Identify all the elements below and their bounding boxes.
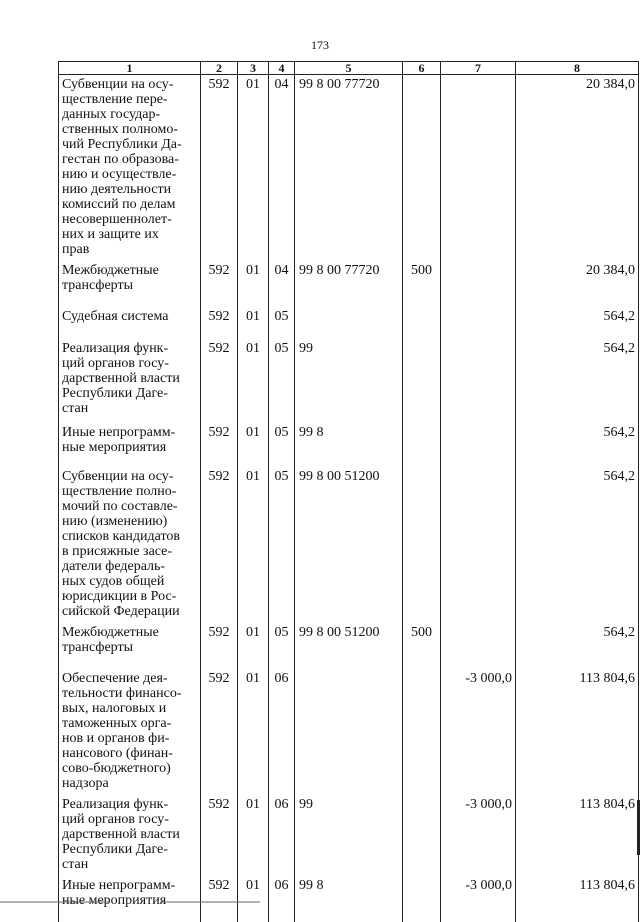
cell-c6: 500 (403, 257, 441, 303)
column-header: 1 (59, 62, 201, 75)
cell-c2: 592 (201, 257, 238, 303)
cell-c3: 01 (238, 257, 269, 303)
cell-c6 (403, 872, 441, 922)
cell-c7 (441, 463, 516, 619)
cell-c7 (441, 303, 516, 335)
cell-c8: 113 804,6 (516, 665, 639, 791)
column-header: 4 (269, 62, 295, 75)
cell-c6 (403, 419, 441, 463)
cell-c2: 592 (201, 665, 238, 791)
row-name: Иные непрограмм- ные мероприятия (59, 419, 201, 463)
cell-c3: 01 (238, 303, 269, 335)
cell-c5: 99 8 00 51200 (295, 619, 403, 665)
cell-c4: 04 (269, 257, 295, 303)
cell-c5: 99 (295, 791, 403, 872)
column-header: 6 (403, 62, 441, 75)
cell-c5: 99 8 00 77720 (295, 257, 403, 303)
cell-c4: 05 (269, 463, 295, 619)
cell-c4: 04 (269, 75, 295, 258)
cell-c2: 592 (201, 463, 238, 619)
column-header: 7 (441, 62, 516, 75)
cell-c4: 05 (269, 303, 295, 335)
cell-c5: 99 8 00 77720 (295, 75, 403, 258)
cell-c7 (441, 419, 516, 463)
cell-c5: 99 8 (295, 872, 403, 922)
cell-c8: 20 384,0 (516, 75, 639, 258)
cell-c4: 06 (269, 665, 295, 791)
column-header: 2 (201, 62, 238, 75)
cell-c6 (403, 665, 441, 791)
cell-c3: 01 (238, 791, 269, 872)
cell-c8: 564,2 (516, 303, 639, 335)
cell-c8: 564,2 (516, 419, 639, 463)
cell-c4: 06 (269, 872, 295, 922)
table-row (59, 303, 639, 335)
cell-c7 (441, 335, 516, 419)
table-row (59, 75, 639, 258)
cell-c3: 01 (238, 419, 269, 463)
cell-c4: 05 (269, 619, 295, 665)
column-header: 8 (516, 62, 639, 75)
cell-c2: 592 (201, 335, 238, 419)
row-name: Реализация функ- ций органов госу- дарственной власти Республики Даге- стан (59, 791, 201, 872)
cell-c6 (403, 75, 441, 258)
cell-c2: 592 (201, 419, 238, 463)
cell-c3: 01 (238, 75, 269, 258)
table-row (59, 335, 639, 419)
table-row (59, 791, 639, 872)
cell-c6: 500 (403, 619, 441, 665)
row-name: Межбюджетные трансферты (59, 619, 201, 665)
cell-c8: 113 804,6 (516, 791, 639, 872)
cell-c2: 592 (201, 872, 238, 922)
table-row (59, 419, 639, 463)
row-name: Субвенции на осу- ществление полно- мочий по составле- нию (изменению) списков кандидатов в присяжные засе- датели федераль- ных судов общей юрисдикции в Рос- сийской Федерации (59, 463, 201, 619)
cell-c8: 113 804,6 (516, 872, 639, 922)
cell-c8: 20 384,0 (516, 257, 639, 303)
cell-c2: 592 (201, 75, 238, 258)
cell-c5: 99 (295, 335, 403, 419)
cell-c3: 01 (238, 665, 269, 791)
cell-c6 (403, 303, 441, 335)
table-row (59, 257, 639, 303)
row-name: Судебная система (59, 303, 201, 335)
cell-c7 (441, 75, 516, 258)
cell-c4: 05 (269, 419, 295, 463)
row-name: Субвенции на осу- ществление пере- данных государ- ственных полномо- чий Республики Да- гестан по образова- нию и осуществле- нию деятельности комиссий по делам несовершеннолет- них и защите их прав (59, 75, 201, 258)
table-row (59, 665, 639, 791)
cell-c4: 05 (269, 335, 295, 419)
cell-c2: 592 (201, 791, 238, 872)
cell-c5: 99 8 00 51200 (295, 463, 403, 619)
cell-c7: -3 000,0 (441, 665, 516, 791)
table-header-row (59, 62, 639, 75)
cell-c7: -3 000,0 (441, 791, 516, 872)
cell-c4: 06 (269, 791, 295, 872)
column-header: 3 (238, 62, 269, 75)
row-name: Иные непрограмм- ные мероприятия (59, 872, 201, 922)
cell-c6 (403, 791, 441, 872)
cell-c5: 99 8 (295, 419, 403, 463)
cell-c8: 564,2 (516, 619, 639, 665)
cell-c2: 592 (201, 619, 238, 665)
row-name: Обеспечение дея- тельности финансо- вых, налоговых и таможенных орга- нов и органов фи- нансового (финан- сово-бюджетного) надзора (59, 665, 201, 791)
budget-table (58, 61, 639, 922)
table-row (59, 619, 639, 665)
cell-c5 (295, 665, 403, 791)
row-name: Реализация функ- ций органов госу- дарственной власти Республики Даге- стан (59, 335, 201, 419)
cell-c8: 564,2 (516, 463, 639, 619)
cell-c2: 592 (201, 303, 238, 335)
cell-c7 (441, 257, 516, 303)
cell-c3: 01 (238, 463, 269, 619)
page-number: 173 (311, 38, 329, 52)
cell-c7: -3 000,0 (441, 872, 516, 922)
cell-c3: 01 (238, 619, 269, 665)
cell-c5 (295, 303, 403, 335)
row-name: Межбюджетные трансферты (59, 257, 201, 303)
column-header: 5 (295, 62, 403, 75)
cell-c8: 564,2 (516, 335, 639, 419)
cell-c3: 01 (238, 872, 269, 922)
cell-c6 (403, 335, 441, 419)
footer-rule (0, 901, 640, 903)
cell-c6 (403, 463, 441, 619)
table-row (59, 872, 639, 922)
cell-c7 (441, 619, 516, 665)
cell-c3: 01 (238, 335, 269, 419)
table-row (59, 463, 639, 619)
